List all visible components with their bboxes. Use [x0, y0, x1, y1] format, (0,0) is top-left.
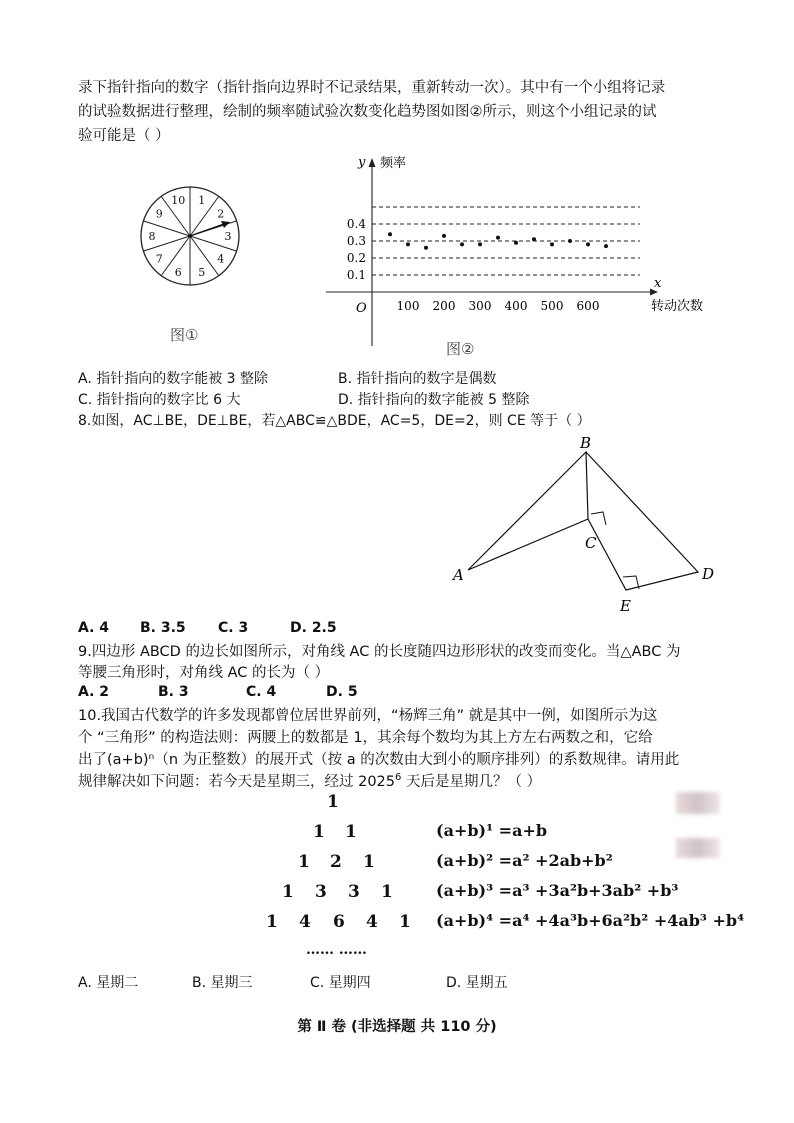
triangle-r1-c0: 1	[313, 822, 325, 842]
data-point	[388, 232, 392, 236]
y-tick-label: 0.2	[346, 251, 366, 265]
q8-option-d: D. 2.5	[290, 620, 337, 636]
triangle-r4-c1: 4	[299, 912, 311, 932]
section-title: 第 Ⅱ 卷 (非选择题 共 110 分)	[297, 1019, 497, 1035]
q10-option-b: B. 星期三	[192, 975, 253, 991]
q10-option-a: A. 星期二	[78, 975, 139, 991]
triangle-r0-c0: 1	[327, 792, 339, 812]
triangle-r3-c0: 1	[282, 882, 294, 902]
data-point	[550, 242, 554, 246]
data-point	[514, 241, 518, 245]
q8-triangle-figure	[446, 432, 722, 616]
data-point	[586, 242, 590, 246]
point-a-label: A	[453, 566, 464, 584]
expansion-2: (a+b)² =a² +2ab+b²	[436, 851, 613, 870]
x-tick-label: 500	[540, 299, 564, 313]
q10-exponent: 6	[395, 772, 402, 784]
spinner-number-3: 3	[224, 230, 232, 243]
q10-text-line2: 个 “三角形” 的构造法则：两腰上的数都是 1，其余每个数均为其上方左右两数之和，它给	[78, 730, 653, 746]
q9-option-d: D. 5	[326, 684, 358, 700]
expansion-4: (a+b)⁴ =a⁴ +4a³b+6a²b² +4ab³ +b⁴	[436, 911, 745, 930]
x-tick-label: 200	[432, 299, 456, 313]
triangle-r2-c1: 2	[330, 852, 342, 872]
origin-label: O	[356, 301, 367, 316]
spinner-figure	[138, 184, 242, 288]
q7-option-c: C. 指针指向的数字比 6 大	[78, 392, 241, 408]
spinner-number-1: 1	[198, 193, 206, 207]
x-axis-label: 转动次数	[651, 299, 704, 314]
data-point	[406, 242, 410, 246]
triangle-r3-c1: 3	[315, 882, 327, 902]
frequency-chart	[318, 146, 718, 358]
blurred-artifact	[676, 792, 720, 814]
q8-option-c: C. 3	[218, 620, 249, 636]
q7-option-a: A. 指针指向的数字能被 3 整除	[78, 371, 269, 387]
triangle-r4-c2: 6	[333, 912, 345, 932]
q9-text-line1: 9.四边形 ABCD 的边长如图所示，对角线 AC 的长度随四边形形状的改变而变化。当△ABC 为	[78, 644, 681, 660]
q10-option-d: D. 星期五	[446, 975, 508, 991]
q7-text-line1: 录下指针指向的数字（指针指向边界时不记录结果，重新转动一次）。其中有一个小组将记录	[78, 80, 666, 96]
point-e-label: E	[620, 597, 631, 615]
q8-text: 8.如图，AC⊥BE，DE⊥BE，若△ABC≌△BDE，AC=5，DE=2，则 CE 等于（ ）	[78, 413, 591, 429]
triangle-r2-c2: 1	[363, 852, 375, 872]
point-c-label: C	[585, 534, 597, 552]
data-point	[496, 236, 500, 240]
data-point	[478, 242, 482, 246]
triangle-r3-c2: 3	[348, 882, 360, 902]
q10-text-line1: 10.我国古代数学的许多发现都曾位居世界前列，“杨辉三角” 就是其中一例，如图所示为这	[78, 708, 658, 724]
expansion-1: (a+b)¹ =a+b	[436, 821, 548, 840]
q7-option-b: B. 指针指向的数字是偶数	[338, 371, 497, 387]
x-axis-name: x	[654, 276, 662, 291]
point-d-label: D	[702, 565, 715, 583]
y-tick-label: 0.4	[346, 217, 366, 231]
triangle-continuation-dots: …… ……	[306, 942, 367, 958]
q10-option-c: C. 星期四	[310, 975, 371, 991]
q8-option-a: A. 4	[78, 620, 110, 636]
right-angle-c-icon	[591, 512, 606, 525]
data-point	[442, 234, 446, 238]
spinner-number-5: 5	[198, 266, 206, 280]
triangle-r4-c0: 1	[266, 912, 278, 932]
spinner-pointer	[190, 224, 224, 236]
spinner-number-10: 10	[171, 193, 186, 207]
data-point	[532, 237, 536, 241]
data-point	[568, 239, 572, 243]
fig1-caption: 图①	[170, 326, 199, 344]
q10-text-line4-b: 天后是星期几？（ ）	[401, 774, 542, 790]
triangle-r3-c3: 1	[381, 882, 393, 902]
y-axis-label: 频率	[380, 156, 407, 171]
q7-text-line3: 验可能是（ ）	[78, 128, 170, 144]
triangle-r2-c0: 1	[298, 852, 310, 872]
spinner-number-4: 4	[217, 252, 225, 266]
q9-option-b: B. 3	[158, 684, 189, 700]
triangle-r4-c3: 4	[366, 912, 378, 932]
x-tick-label: 600	[576, 299, 600, 313]
x-tick-label: 400	[504, 299, 528, 313]
y-tick-label: 0.3	[346, 234, 366, 248]
spinner-number-2: 2	[217, 207, 225, 221]
blurred-artifact	[676, 838, 720, 858]
expansion-3: (a+b)³ =a³ +3a²b+3ab² +b³	[436, 881, 679, 900]
spinner-number-7: 7	[155, 252, 163, 266]
spinner-number-6: 6	[174, 266, 182, 280]
x-tick-label: 100	[396, 299, 420, 313]
q7-text-line2: 的试验数据进行整理，绘制的频率随试验次数变化趋势图如图②所示，则这个小组记录的试	[78, 104, 657, 120]
spinner-number-9: 9	[155, 207, 163, 221]
spinner-number-8: 8	[148, 230, 156, 243]
triangle-bde	[586, 452, 698, 590]
x-tick-label: 300	[468, 299, 492, 313]
q9-option-a: A. 2	[78, 684, 110, 700]
triangle-r4-c4: 1	[399, 912, 411, 932]
triangle-r1-c1: 1	[345, 822, 357, 842]
y-tick-label: 0.1	[346, 268, 366, 282]
q9-text-line2: 等腰三角形时，对角线 AC 的长为（ ）	[78, 665, 330, 681]
q8-option-b: B. 3.5	[140, 620, 186, 636]
q7-option-d: D. 指针指向的数字能被 5 整除	[338, 392, 530, 408]
q9-option-c: C. 4	[246, 684, 277, 700]
fig2-caption: 图②	[446, 340, 475, 358]
q10-text-line3: 出了(a+b)ⁿ（n 为正整数）的展开式（按 a 的次数由大到小的顺序排列）的系数规律。请用此	[78, 752, 680, 768]
data-point	[424, 246, 428, 250]
triangle-abc	[468, 452, 588, 570]
q10-text-line4-a: 规律解决如下问题：若今天是星期三，经过 2025	[78, 774, 396, 790]
spinner-center	[188, 234, 192, 238]
data-point	[460, 242, 464, 246]
point-b-label: B	[580, 434, 592, 452]
y-axis-name: y	[358, 155, 366, 170]
data-point	[604, 244, 608, 248]
y-axis-arrow-icon	[369, 158, 376, 167]
q10-text-line4	[78, 770, 541, 791]
